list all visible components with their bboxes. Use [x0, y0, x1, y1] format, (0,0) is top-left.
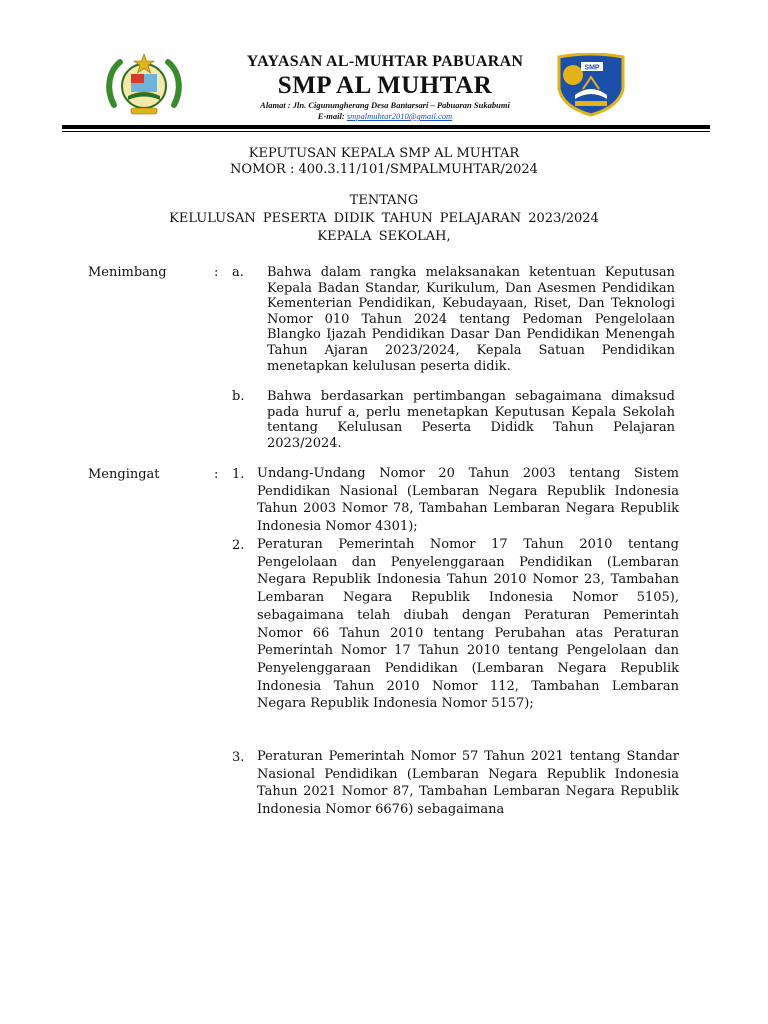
- letterhead-text: [190, 52, 580, 122]
- letterhead: [0, 0, 768, 135]
- school-name: SMP AL MUHTAR: [277, 72, 493, 99]
- school-address: Alamat : Jln. Cigunungherang Desa Bantarsari – Pabuaran Sukabumi: [260, 100, 510, 110]
- document-number: NOMOR : 400.3.11/101/SMPALMUHTAR/2024: [230, 162, 538, 177]
- email-line: [190, 111, 580, 122]
- recalling-item-3: Peraturan Pemerintah Nomor 57 Tahun 2021 tentang Standar Nasional Pendidikan (Lembaran Negara Republik Indonesia Tahun 2021 Nomor 87, Tambahan Lembaran Negara Republik Indonesia Nomor 6676) sebagaimana: [257, 749, 679, 818]
- considering-colon: :: [214, 265, 219, 280]
- recalling-marker-1: 1.: [232, 467, 245, 482]
- recalling-marker-2: 2.: [232, 538, 245, 553]
- recalling-marker-3: 3.: [232, 750, 245, 765]
- document-title: KEPUTUSAN KEPALA SMP AL MUHTAR: [248, 146, 520, 161]
- considering-marker-a: a.: [232, 265, 244, 280]
- header-rule-thick: [62, 125, 710, 129]
- header-rule-thin: [62, 131, 710, 132]
- foundation-name: YAYASAN AL-MUHTAR PABUARAN: [246, 53, 524, 70]
- school-crest-logo: [553, 53, 629, 117]
- principal-heading: KEPALA SEKOLAH,: [317, 229, 451, 244]
- about-heading: TENTANG: [349, 193, 419, 208]
- document-subject: KELULUSAN PESERTA DIDIK TAHUN PELAJARAN 2023/2024: [169, 211, 599, 226]
- considering-label: Menimbang: [88, 265, 167, 280]
- email-label: E-mail:: [317, 111, 345, 121]
- considering-marker-b: b.: [232, 389, 245, 404]
- recalling-colon: :: [214, 467, 219, 482]
- crest-label: SMP: [584, 64, 600, 72]
- foundation-logo: [104, 50, 184, 120]
- email-link[interactable]: smpalmuhtar2010@gmail.com: [346, 111, 453, 121]
- recalling-item-2: Peraturan Pemerintah Nomor 17 Tahun 2010 tentang Pengelolaan dan Penyelenggaraan Pendidikan (Lembaran Negara Republik Indonesia Tahun 2010 Nomor 23, Tambahan Lembaran Negara Republik Indonesia Nomor 5105), sebagaimana telah diubah dengan Peraturan Pemerintah Nomor 66 Tahun 2010 tentang Perubahan atas Peraturan Pemerintah Nomor 17 Tahun 2010 tentang Pengelolaan dan Penyelenggaraan Pendidikan (Lembaran Negara Republik Indonesia Tahun 2010 Nomor 112, Tambahan Lembaran Negara Republik Indonesia Nomor 5157);: [257, 537, 679, 712]
- considering-item-a: Bahwa dalam rangka melaksanakan ketentuan Keputusan Kepala Badan Standar, Kurikulum, Dan Asesmen Pendidikan Kementerian Pendidikan, Kebudayaan, Riset, Dan Teknologi Nomor 010 Tahun 2024 tentang Pedoman Pengelolaan Blangko Ijazah Pendidikan Dasar Dan Pendidikan Menengah Tahun Ajaran 2023/2024, Kepala Satuan Pendidikan menetapkan kelulusan peserta didik.: [267, 265, 675, 374]
- recalling-item-1: Undang-Undang Nomor 20 Tahun 2003 tentang Sistem Pendidikan Nasional (Lembaran Negara Republik Indonesia Tahun 2003 Nomor 78, Tambahan Lembaran Negara Republik Indonesia Nomor 4301);: [257, 466, 679, 535]
- recalling-label: Mengingat: [88, 467, 160, 482]
- considering-item-b: Bahwa berdasarkan pertimbangan sebagaimana dimaksud pada huruf a, perlu menetapkan Keputusan Kepala Sekolah tentang Kelulusan Peserta Dididk Tahun Pelajaran 2023/2024.: [267, 389, 675, 451]
